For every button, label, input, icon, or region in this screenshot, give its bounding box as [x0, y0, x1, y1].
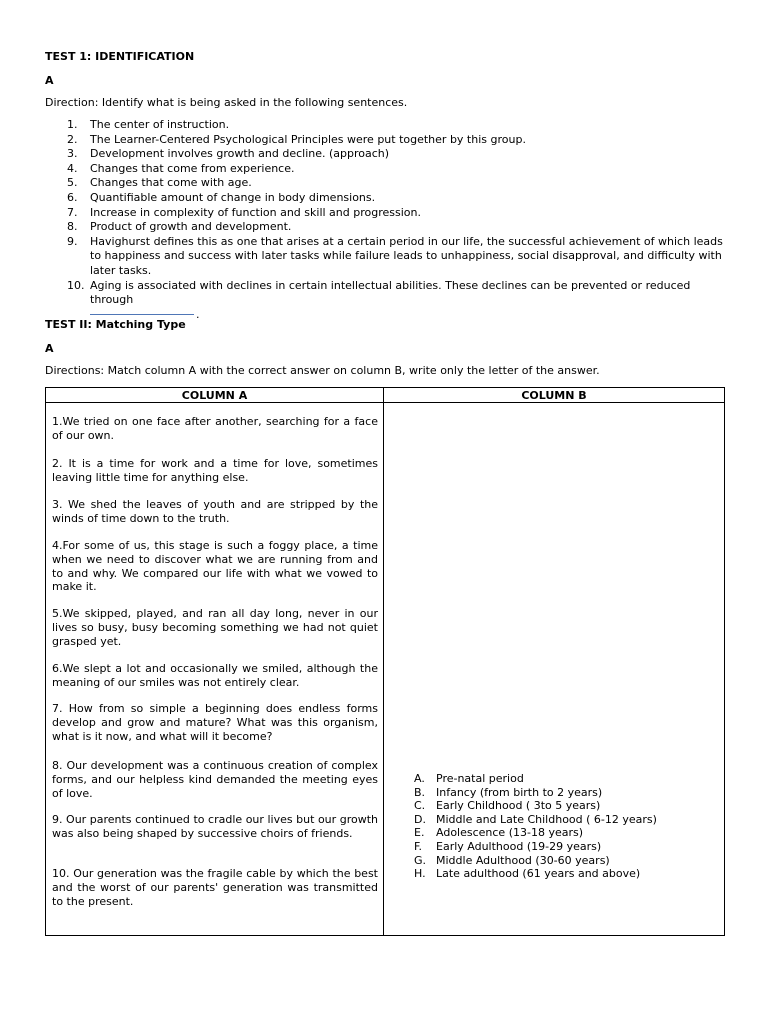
- column-b-item: C. Early Childhood ( 3to 5 years): [414, 799, 601, 813]
- column-b-header: COLUMN B: [384, 388, 725, 403]
- column-b-item: D. Middle and Late Childhood ( 6-12 years): [414, 812, 657, 826]
- test2-set-label: A: [45, 342, 54, 355]
- column-b-cell: [384, 403, 725, 936]
- question-item: 9. Havighurst defines this as one that arises at a certain period in our life, the successful achievement of which leads to happiness and success with later tasks while failure leads to unhappiness, social disapproval, and difficulty with later tasks.: [67, 234, 723, 277]
- column-b-item: F. Early Adulthood (19-29 years): [414, 839, 602, 853]
- column-b-list: [414, 772, 657, 881]
- column-b-item: B. Infancy (from birth to 2 years): [414, 785, 603, 799]
- test1-heading: TEST 1: IDENTIFICATION: [45, 50, 195, 63]
- column-a-item: 8. Our development was a continuous creation of complex forms, and our helpless kind demanded the meeting eyes of love.: [52, 759, 378, 800]
- question-item: 10. Aging is associated with declines in certain intellectual abilities. These declines can be prevented or reduced through .: [67, 278, 691, 321]
- answer-blank-line: [90, 314, 194, 315]
- column-b-item: G. Middle Adulthood (30-60 years): [414, 853, 610, 867]
- test2-direction: Directions: Match column A with the correct answer on column B, write only the letter of the answer.: [45, 364, 600, 377]
- column-b-item: H. Late adulthood (61 years and above): [414, 867, 641, 881]
- column-a-header: COLUMN A: [46, 388, 384, 403]
- column-a-item: 9. Our parents continued to cradle our lives but our growth was also being shaped by successive choirs of friends.: [52, 813, 378, 840]
- test1-direction: Direction: Identify what is being asked in the following sentences.: [45, 96, 408, 109]
- column-a-cell: [46, 403, 384, 936]
- column-a-item: 3. We shed the leaves of youth and are stripped by the winds of time down to the truth.: [52, 498, 378, 525]
- question-item: 6. Quantifiable amount of change in body dimensions.: [67, 190, 376, 204]
- question-item: 1. The center of instruction.: [67, 118, 230, 131]
- question-item: 3. Development involves growth and decline. (approach): [67, 147, 390, 161]
- column-a-item: 10. Our generation was the fragile cable by which the best and the worst of our parents' generation was transmitted to the present.: [52, 867, 378, 908]
- matching-table: [45, 387, 725, 936]
- column-a-item: 4.For some of us, this stage is such a foggy place, a time when we need to discover what we are running from and to and why. We compared our life with what we vowed to make it.: [52, 539, 378, 594]
- question-item: 7. Increase in complexity of function and skill and progression.: [67, 205, 421, 219]
- test1-set-label: A: [45, 74, 54, 87]
- column-a-item: 2. It is a time for work and a time for love, sometimes leaving little time for anything else.: [52, 457, 378, 484]
- column-a-item: 6.We slept a lot and occasionally we smiled, although the meaning of our smiles was not entirely clear.: [52, 662, 378, 689]
- column-a-item: 7. How from so simple a beginning does endless forms develop and grow and mature? What was this organism, what is it now, and what will it become?: [52, 702, 378, 743]
- test2-heading: TEST II: Matching Type: [45, 318, 186, 331]
- column-b-item: A. Pre-natal period: [414, 772, 524, 785]
- test1-question-list: [45, 118, 725, 322]
- question-item: 2. The Learner-Centered Psychological Principles were put together by this group.: [67, 132, 526, 146]
- question-item: 8. Product of growth and development.: [67, 220, 292, 234]
- question-item: 5. Changes that come with age.: [67, 176, 252, 190]
- column-b-item: E. Adolescence (13-18 years): [414, 826, 584, 840]
- column-a-item: 1.We tried on one face after another, searching for a face of our own.: [52, 415, 378, 442]
- column-a-item: 5.We skipped, played, and ran all day long, never in our lives so busy, busy becoming something we had not quiet grasped yet.: [52, 607, 378, 648]
- question-item: 4. Changes that come from experience.: [67, 161, 295, 175]
